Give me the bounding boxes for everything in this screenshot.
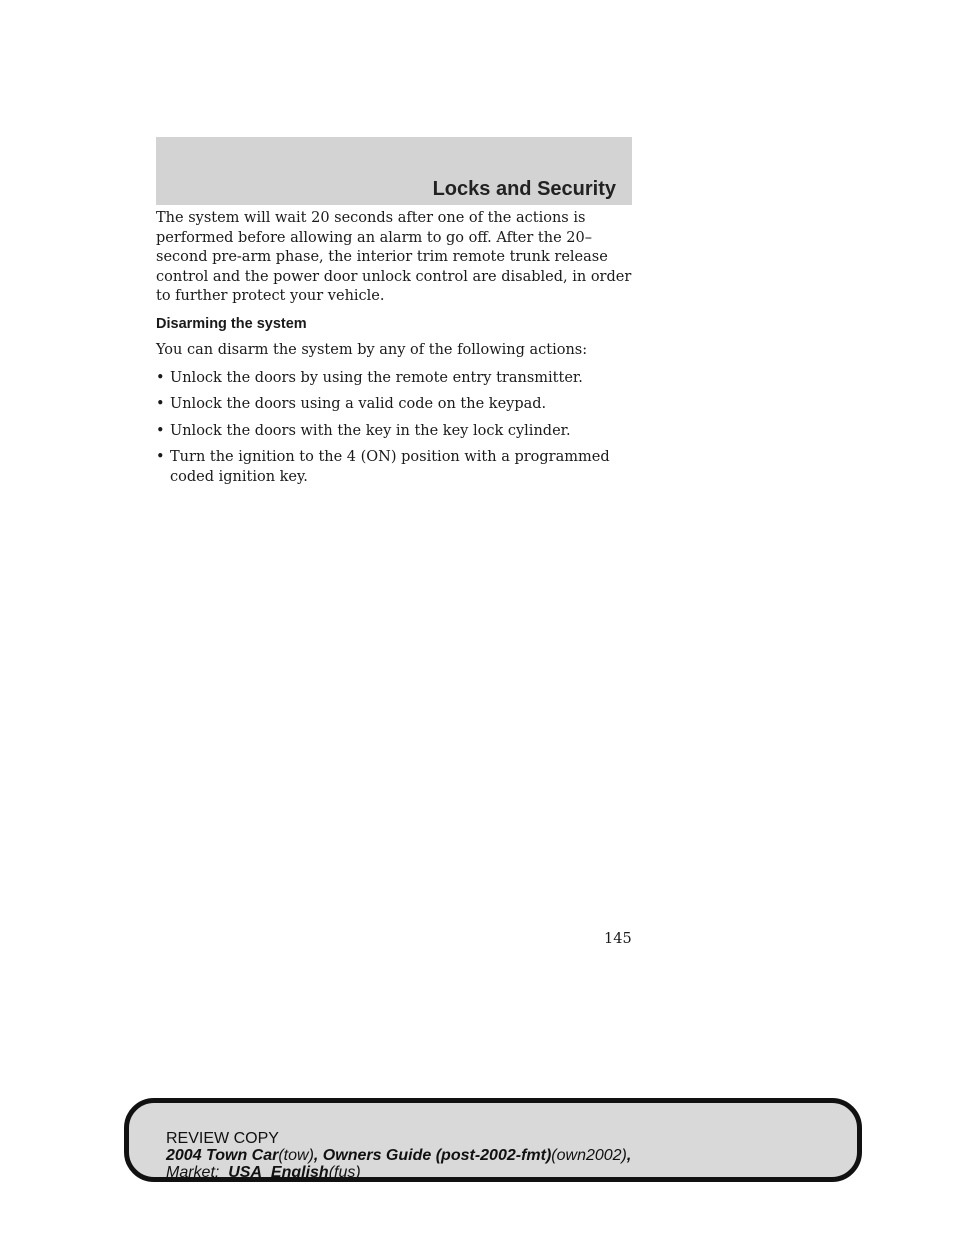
list-item-text: Unlock the doors with the key in the key lock cylinder.	[170, 422, 571, 439]
review-copy-text	[166, 1130, 631, 1181]
document-info-line	[166, 1147, 631, 1164]
disarming-lead: You can disarm the system by any of the following actions:	[156, 342, 588, 358]
list-item	[156, 448, 632, 487]
list-item	[156, 369, 632, 389]
vehicle-model: 2004 Town Car	[166, 1147, 279, 1164]
guide-code: (own2002)	[551, 1147, 627, 1164]
separator: ,	[626, 1147, 632, 1164]
bullet-icon: •	[156, 449, 165, 465]
list-item-text: Turn the ignition to the 4 (ON) position with a programmed coded ignition key.	[170, 449, 610, 485]
separator: ,	[313, 1147, 323, 1164]
list-item	[156, 422, 632, 442]
market-label: Market:	[166, 1164, 220, 1181]
guide-name: Owners Guide (post-2002-fmt)	[322, 1147, 552, 1164]
market-code: (fus)	[328, 1164, 361, 1181]
vehicle-code: (tow)	[278, 1147, 314, 1164]
review-copy-footer	[124, 1098, 862, 1182]
page-content	[156, 209, 632, 494]
disarming-actions-list	[156, 369, 632, 488]
list-item-text: Unlock the doors by using the remote entry transmitter.	[170, 369, 583, 386]
market-value: USA_English	[228, 1164, 329, 1181]
page-number: 145	[604, 931, 632, 947]
review-copy-label: REVIEW COPY	[166, 1130, 279, 1147]
intro-paragraph: The system will wait 20 seconds after one of the actions is performed before allowing an alarm to go off. After the 20–second pre-arm phase, the interior trim remote trunk release control and the power door unlock control are disabled, in order to further protect your vehicle.	[156, 210, 632, 304]
section-title: Locks and Security	[432, 178, 616, 200]
section-header-band	[156, 137, 632, 205]
bullet-icon: •	[156, 422, 165, 439]
bullet-icon: •	[156, 396, 165, 412]
list-item	[156, 395, 632, 415]
bullet-icon: •	[156, 369, 165, 386]
list-item-text: Unlock the doors using a valid code on the keypad.	[170, 396, 547, 412]
market-line	[166, 1164, 631, 1181]
disarming-heading: Disarming the system	[156, 315, 307, 332]
